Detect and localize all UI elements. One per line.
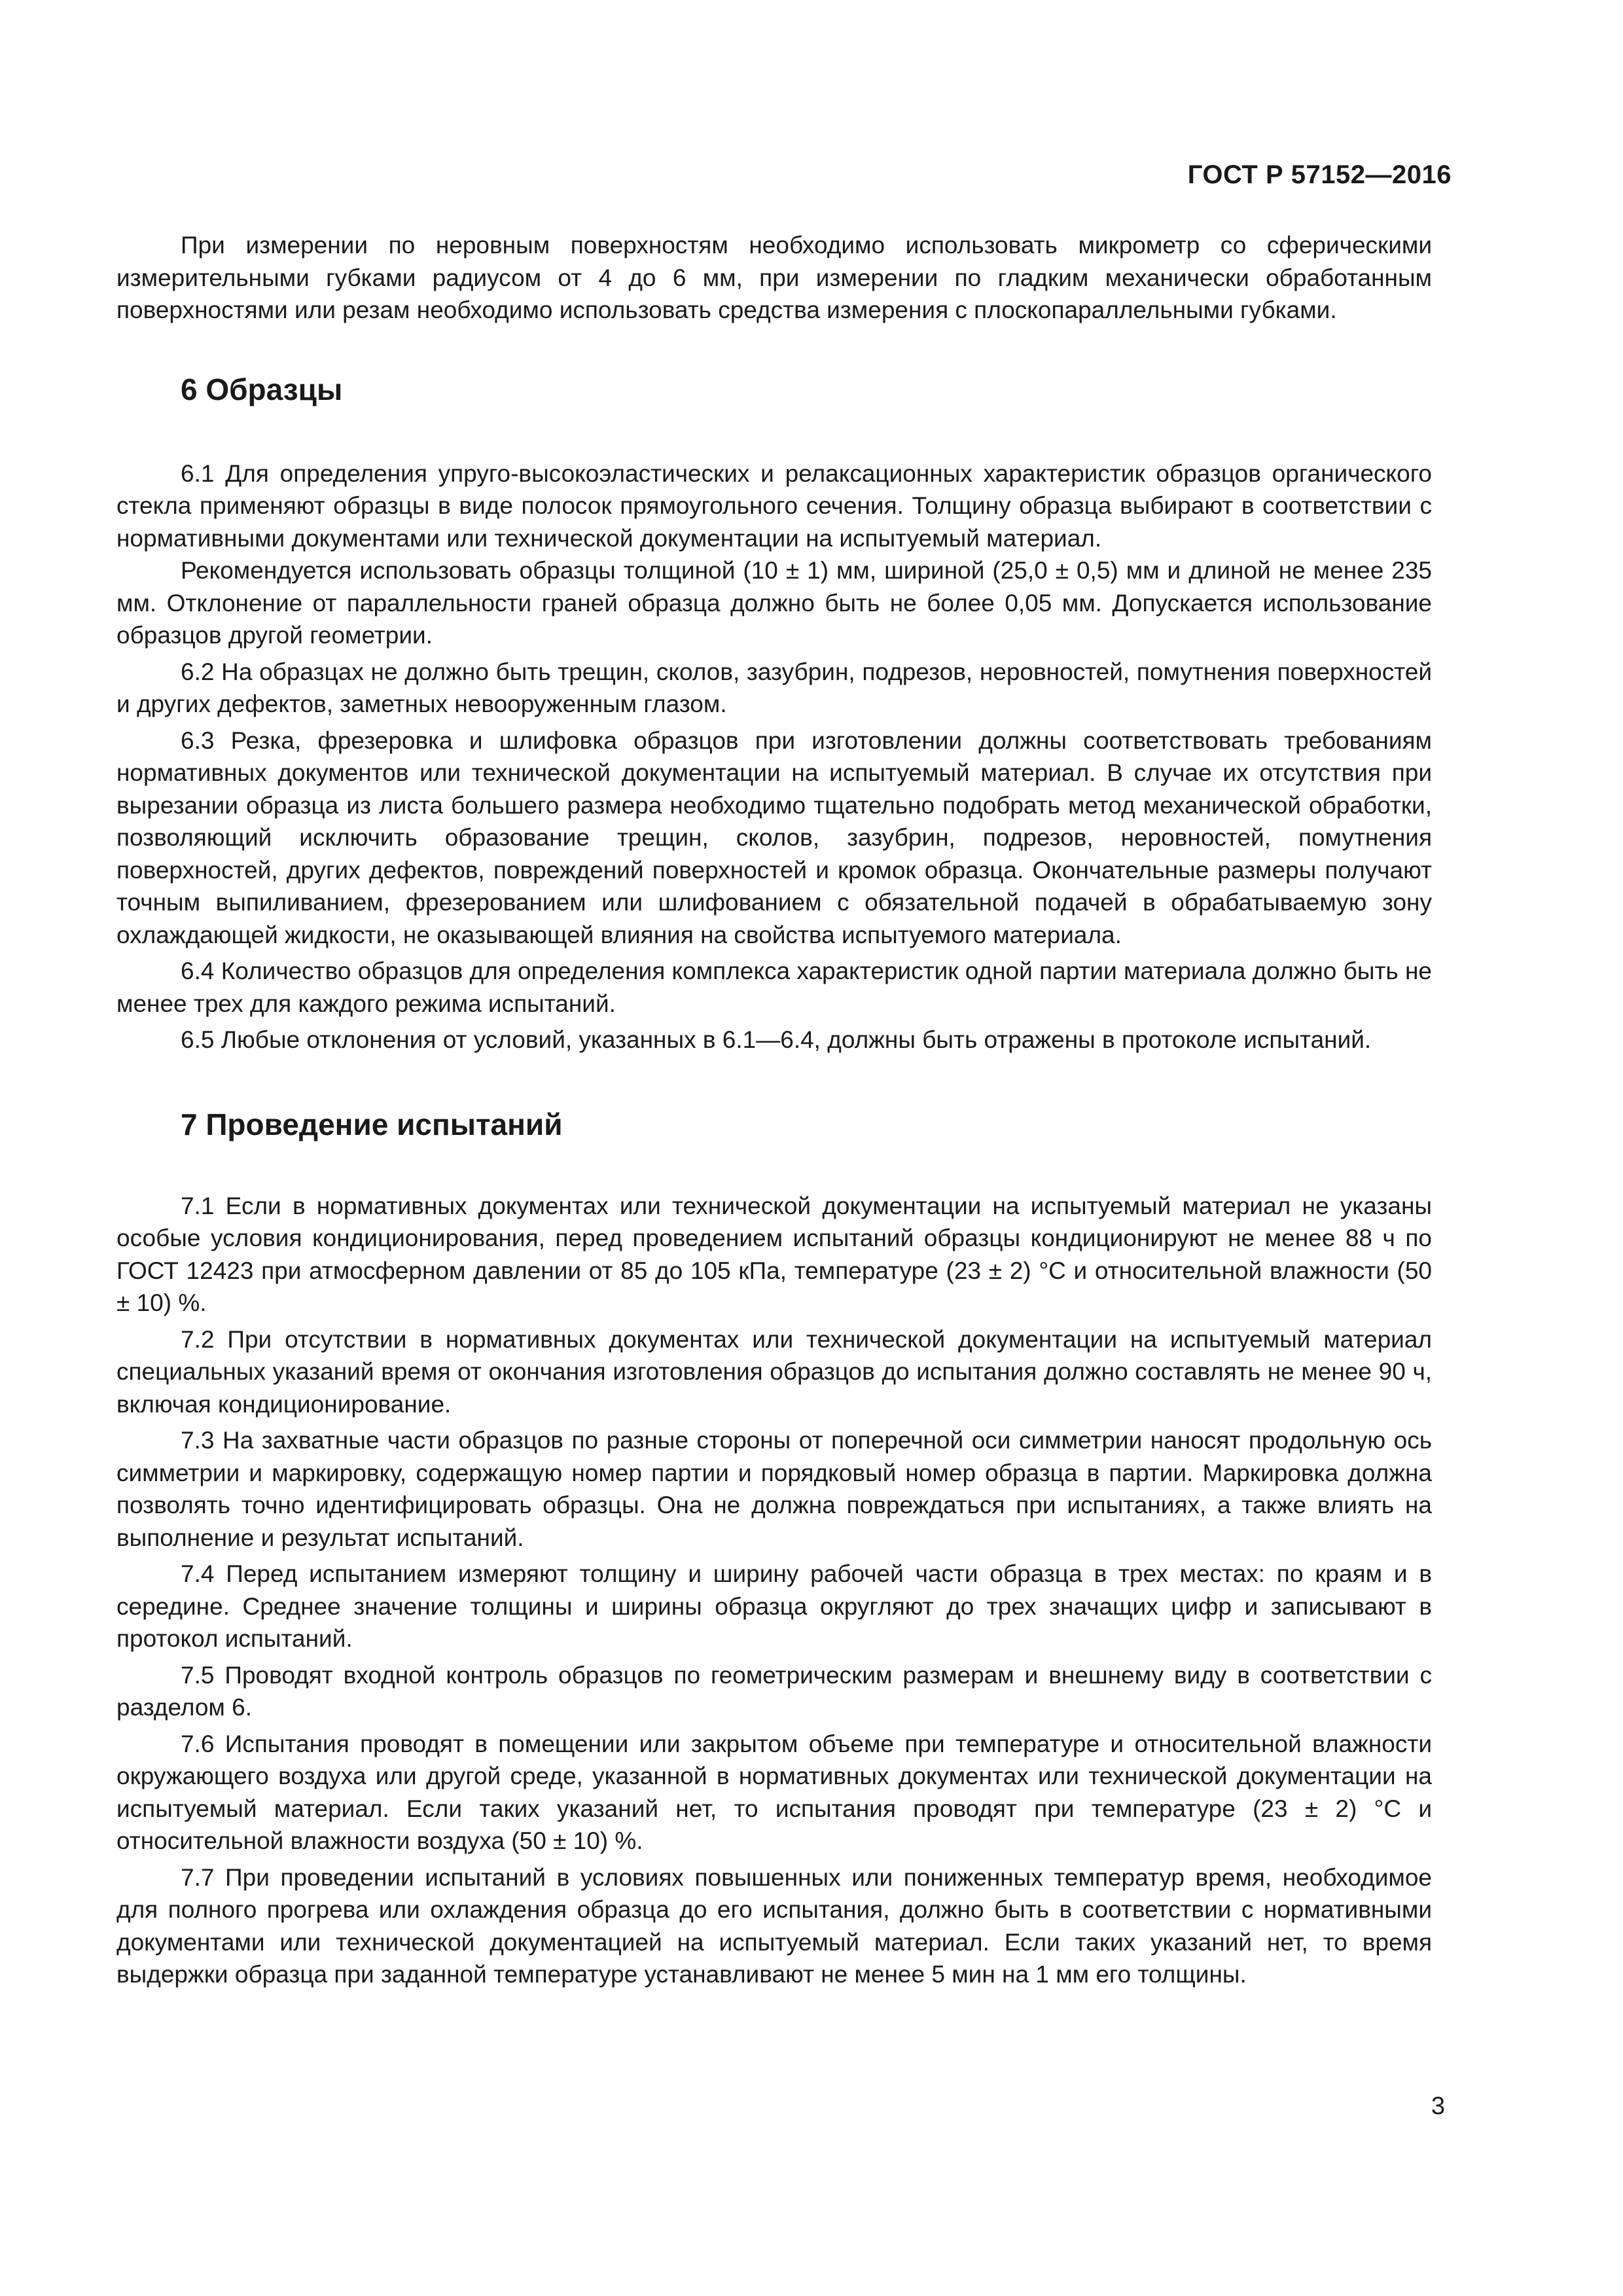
paragraph-7-4: 7.4 Перед испытанием измеряют толщину и ширину рабочей части образца в трех местах: по краям и в середине. Среднее значение толщины и ширины образца округляют до трех значащих цифр и записывают в протокол испытаний.	[116, 1560, 1432, 1652]
paragraph-6-3: 6.3 Резка, фрезеровка и шлифовка образцов при изготовлении должны соответствовать требованиям нормативных документов или технической документации на испытуемый материал. В случае их отсутствия при вырезании образца из листа большего размера необходимо тщательно подобрать метод механической обработки, позволяющий исключить образование трещин, сколов, зазубрин, подрезов, неровностей, помутнения поверхностей, других дефектов, повреждений поверхностей и кромок образца. Окончательные размеры получают точным выпиливанием, фрезерованием или шлифованием с обязательной подачей в обрабатываемую зону охлаждающей жидкости, не оказывающей влияния на свойства испытуемого материала.	[116, 726, 1432, 948]
intro-paragraph: При измерении по неровным поверхностям необходимо использовать микрометр со сферическими измерительными губками радиусом от 4 до 6 мм, при измерении по гладким механически обработанным поверхностями или резам необходимо использовать средства измерения с плоскопараллельными губками.	[116, 232, 1432, 323]
paragraph-6-5: 6.5 Любые отклонения от условий, указанных в 6.1—6.4, должны быть отражены в протоколе испытаний.	[181, 1026, 1372, 1053]
paragraph-6-4: 6.4 Количество образцов для определения комплекса характеристик одной партии материала должно быть не менее трех для каждого режима испытаний.	[116, 958, 1432, 1017]
paragraph-7-3: 7.3 На захватные части образцов по разные стороны от поперечной оси симметрии наносят продольную ось симметрии и маркировку, содержащую номер партии и порядковый номер образца в партии. Маркировка должна позволять точно идентифицировать образцы. Она не должна повреждаться при испытаниях, а также влиять на выполнение и результат испытаний.	[116, 1427, 1432, 1551]
paragraph-7-7: 7.7 При проведении испытаний в условиях повышенных или пониженных температур время, необходимое для полного прогрева или охлаждения образца до его испытания, должно быть в соответствии с нормативными документами или технической документацией на испытуемый материал. Если таких указаний нет, то время выдержки образца при заданной температуре устанавливают не менее 5 мин на 1 мм его толщины.	[116, 1863, 1432, 1988]
section-7-heading: 7 Проведение испытаний	[181, 1107, 563, 1141]
paragraph-7-6: 7.6 Испытания проводят в помещении или закрытом объеме при температуре и относительной влажности окружающего воздуха или другой среде, указанной в нормативных документах или технической документации на испытуемый материал. Если таких указаний нет, то испытания проводят при температуре (23 ± 2) °С и относительной влажности воздуха (50 ± 10) %.	[116, 1730, 1432, 1854]
paragraph-6-1-recommendation: Рекомендуется использовать образцы толщиной (10 ± 1) мм, шириной (25,0 ± 0,5) мм и длиной не менее 235 мм. Отклонение от параллельности граней образца должно быть не более 0,05 мм. Допускается использование образцов другой геометрии.	[116, 557, 1432, 649]
paragraph-6-2: 6.2 На образцах не должно быть трещин, сколов, зазубрин, подрезов, неровностей, помутнения поверхностей и других дефектов, заметных невооруженным глазом.	[116, 658, 1432, 717]
paragraph-6-1: 6.1 Для определения упруго-высокоэластических и релаксационных характеристик образцов органического стекла применяют образцы в виде полосок прямоугольного сечения. Толщину образца выбирают в соответствии с нормативными документами или технической документации на испытуемый материал.	[116, 459, 1432, 552]
section-6-heading: 6 Образцы	[181, 372, 343, 406]
page-number: 3	[1431, 2092, 1445, 2120]
standard-code: ГОСТ Р 57152—2016	[1187, 160, 1452, 189]
paragraph-7-2: 7.2 При отсутствии в нормативных документах или технической документации на испытуемый материал специальных указаний время от окончания изготовления образцов до испытания должно составлять не менее 90 ч, включая кондиционирование.	[116, 1325, 1432, 1418]
paragraph-7-5: 7.5 Проводят входной контроль образцов по геометрическим размерам и внешнему виду в соответствии с разделом 6.	[116, 1661, 1432, 1721]
paragraph-7-1: 7.1 Если в нормативных документах или технической документации на испытуемый материал не указаны особые условия кондиционирования, перед проведением испытаний образцы кондиционируют не менее 88 ч по ГОСТ 12423 при атмосферном давлении от 85 до 105 кПа, температуре (23 ± 2) °С и относительной влажности (50 ± 10) %.	[116, 1192, 1432, 1316]
document-body	[116, 229, 1432, 1995]
